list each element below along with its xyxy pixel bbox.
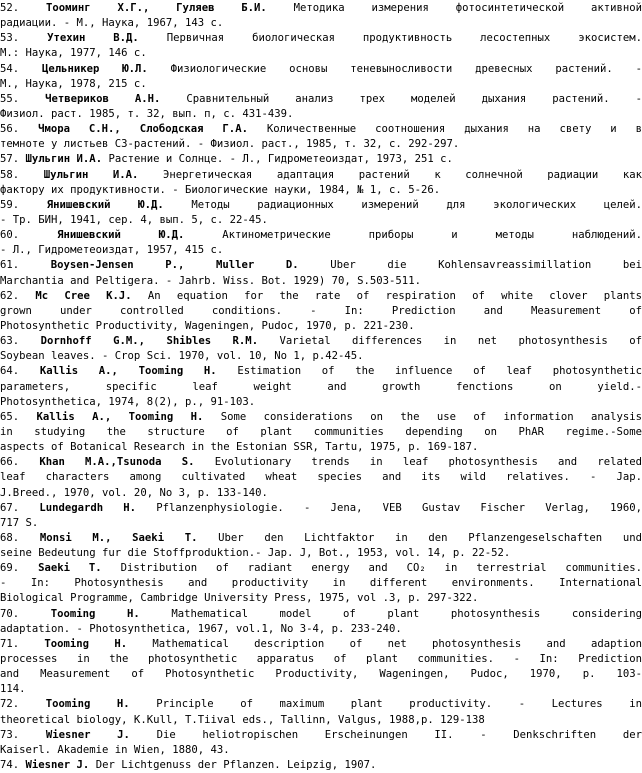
reference-authors: Kallis A., Tooming H. xyxy=(39,365,217,378)
reference-entry xyxy=(0,561,642,606)
reference-authors: Saeki T. xyxy=(38,562,102,575)
reference-text: An equation for the rate of respiration of white clover plants xyxy=(147,289,642,302)
reference-text: and Measurement of Photosynthetic Productivity, Wageningen, Pudoc, 1970, p. 103- xyxy=(0,668,642,681)
reference-text: parameters, specific leaf weight and growth fenctions on yield.- xyxy=(0,380,642,393)
reference-text: 717 S. xyxy=(0,516,39,529)
reference-entry xyxy=(0,728,642,758)
reference-entry xyxy=(0,637,642,698)
reference-text: grown under controlled conditions. - In: Prediction and Measurement of xyxy=(0,304,642,317)
reference-text: Физиол. раст. 1985, т. 32, вып. п, с. 431-439. xyxy=(0,107,294,120)
reference-continuation-line xyxy=(0,622,642,637)
reference-authors: Mc Cree K.J. xyxy=(35,289,132,302)
reference-text: Mathematical model of plant photosynthesis considering xyxy=(171,607,642,620)
reference-authors: Tooming H. xyxy=(50,607,140,620)
reference-first-line xyxy=(0,758,642,773)
reference-authors: Wiesner J. xyxy=(25,759,90,772)
reference-number: 65. xyxy=(0,410,20,423)
reference-continuation-line xyxy=(0,652,642,667)
reference-number: 52. xyxy=(0,2,20,14)
reference-text: Photosynthetic Productivity, Wageningen, Pudoc, 1970, p. 221-230. xyxy=(0,319,415,332)
reference-text: Estimation of the influence of leaf photosynthetic xyxy=(237,365,642,378)
reference-authors: Kallis A., Tooming H. xyxy=(36,410,204,423)
reference-continuation-line xyxy=(0,304,642,319)
reference-text: Some considerations on the use of information analysis xyxy=(220,410,642,423)
reference-continuation-line xyxy=(0,46,642,61)
reference-continuation-line xyxy=(0,107,642,122)
reference-text: Marchantia and Peltigera. - Jahrb. Wiss. Bot. 1929) 70, S.503-511. xyxy=(0,274,421,287)
reference-continuation-line xyxy=(0,743,642,758)
reference-text: - Тр. БИН, 1941, сер. 4, вып. 5, с. 22-45. xyxy=(0,213,268,226)
reference-first-line xyxy=(0,168,642,183)
reference-text: М.: Наука, 1977, 146 с. xyxy=(0,47,147,60)
reference-text: Biological Programme, Cambridge University Press, 1975, vol .3, p. 297-322. xyxy=(0,592,479,605)
reference-entry xyxy=(0,62,642,92)
reference-continuation-line xyxy=(0,183,642,198)
reference-continuation-line xyxy=(0,470,642,485)
reference-entry xyxy=(0,607,642,637)
reference-first-line xyxy=(0,334,642,349)
reference-authors: Dornhoff G.M., Shibles R.M. xyxy=(40,335,259,348)
reference-text: Varietal differences in net photosynthesis of xyxy=(279,335,642,348)
reference-text: Методика измерения фотосинтетической активной xyxy=(293,2,642,14)
reference-first-line xyxy=(0,561,642,576)
reference-text: seine Bedeutung fur die Stoffproduktion.- Jap. J, Bot., 1953, vol. 14, p. 22-52. xyxy=(0,547,511,560)
reference-continuation-line xyxy=(0,546,642,561)
reference-entry xyxy=(0,455,642,500)
reference-text: leaf characters among cultivated wheat species and its wild relatives. - Jap. xyxy=(0,471,642,484)
reference-first-line xyxy=(0,607,642,622)
reference-continuation-line xyxy=(0,440,642,455)
reference-authors: Monsi M., Saeki T. xyxy=(39,531,198,544)
reference-entry xyxy=(0,758,642,773)
reference-entry xyxy=(0,122,642,152)
reference-authors: Чмора С.Н., Слободская Г.А. xyxy=(38,123,248,136)
reference-continuation-line xyxy=(0,486,642,501)
reference-continuation-line xyxy=(0,395,642,410)
reference-entry xyxy=(0,1,642,31)
reference-authors: Khan M.A.,Tsunoda S. xyxy=(39,456,195,469)
reference-continuation-line xyxy=(0,243,642,258)
reference-text: М., Наука, 1978, 215 с. xyxy=(0,77,147,90)
reference-authors: Тооминг Х.Г., Гуляев Б.И. xyxy=(45,2,267,14)
reference-continuation-line xyxy=(0,667,642,682)
reference-authors: Lundegardh H. xyxy=(39,501,137,514)
reference-first-line xyxy=(0,697,642,712)
reference-number: 53. xyxy=(0,32,20,45)
reference-entry xyxy=(0,531,642,561)
reference-text: Энергетическая адаптация растений к солнечной радиации как xyxy=(162,168,642,181)
reference-authors: Boysen-Jensen P., Muller D. xyxy=(50,259,299,272)
reference-text: Der Lichtgenuss der Pflanzen. Leipzig, 1907. xyxy=(95,759,377,772)
reference-number: 62. xyxy=(0,289,20,302)
reference-text: Актинометрические приборы и методы наблюдений. xyxy=(222,229,642,242)
reference-text: Физиологические основы теневыносливости древесных растений. - xyxy=(170,62,642,75)
reference-text: Soybean leaves. - Crop Sci. 1970, vol. 10, No 1, p.42-45. xyxy=(0,350,364,363)
reference-authors: Цельникер Ю.Л. xyxy=(41,62,148,75)
reference-number: 63. xyxy=(0,335,20,348)
reference-text: theoretical biology, K.Kull, T.Tiival eds., Tallinn, Valgus, 1988,p. 129-138 xyxy=(0,713,485,726)
reference-entry xyxy=(0,228,642,258)
reference-first-line xyxy=(0,531,642,546)
reference-number: 72. xyxy=(0,698,20,711)
reference-text: Uber den Lichtfaktor in den Pflanzengeselschaften und xyxy=(218,531,642,544)
reference-number: 74. xyxy=(0,759,20,772)
reference-continuation-line xyxy=(0,591,642,606)
reference-continuation-line xyxy=(0,16,642,31)
reference-text: фактору их продуктивности. - Биологические науки, 1984, № 1, с. 5-26. xyxy=(0,183,441,196)
reference-entry xyxy=(0,258,642,288)
reference-first-line xyxy=(0,228,642,243)
reference-continuation-line xyxy=(0,319,642,334)
reference-continuation-line xyxy=(0,713,642,728)
reference-authors: Tooming H. xyxy=(45,698,130,711)
reference-text: Photosynthetica, 1974, 8(2), p., 91-103. xyxy=(0,395,256,408)
reference-text: Количественные соотношения дыхания на свету и в xyxy=(266,123,642,136)
reference-first-line xyxy=(0,258,642,273)
reference-first-line xyxy=(0,152,642,167)
reference-first-line xyxy=(0,637,642,652)
reference-number: 54. xyxy=(0,62,20,75)
reference-number: 61. xyxy=(0,259,20,272)
reference-number: 67. xyxy=(0,501,20,514)
reference-text: Первичная биологическая продуктивность лесостепных экосистем. xyxy=(166,32,642,45)
reference-text: in studying the structure of plant communities depending on PhAR regime.-Some xyxy=(0,425,642,438)
reference-text: радиации. - М., Наука, 1967, 143 с. xyxy=(0,17,224,30)
reference-text: Сравнительный анализ трех моделей дыхания растений. - xyxy=(186,92,642,105)
reference-number: 64. xyxy=(0,365,20,378)
reference-continuation-line xyxy=(0,213,642,228)
reference-entry xyxy=(0,501,642,531)
reference-continuation-line xyxy=(0,137,642,152)
reference-text: 114. xyxy=(0,683,26,696)
reference-first-line xyxy=(0,31,642,46)
reference-number: 55. xyxy=(0,92,20,105)
reference-first-line xyxy=(0,1,642,16)
reference-entry xyxy=(0,410,642,455)
reference-first-line xyxy=(0,289,642,304)
reference-number: 73. xyxy=(0,728,20,741)
reference-continuation-line xyxy=(0,576,642,591)
reference-continuation-line xyxy=(0,380,642,395)
reference-authors: Янишевский Ю.Д. xyxy=(46,198,164,211)
reference-entry xyxy=(0,152,642,167)
reference-number: 56. xyxy=(0,123,20,136)
reference-text: - In: Photosynthesis and productivity in different environments. International xyxy=(0,577,642,590)
reference-text: Distribution of radiant energy and CO₂ in terrestrial communities. xyxy=(120,562,642,575)
reference-text: Evolutionary trends in leaf photosynthesis and related xyxy=(214,456,642,469)
reference-authors: Шульгин И.А. xyxy=(25,153,103,166)
reference-entry xyxy=(0,334,642,364)
reference-first-line xyxy=(0,62,642,77)
reference-text: J.Breed., 1970, vol. 20, No 3, p. 133-140. xyxy=(0,486,268,499)
reference-authors: Tooming H. xyxy=(44,637,128,650)
reference-number: 60. xyxy=(0,229,20,242)
reference-authors: Утехин В.Д. xyxy=(47,32,139,45)
reference-text: Методы радиационных измерений для экологических целей. xyxy=(191,198,642,211)
reference-continuation-line xyxy=(0,349,642,364)
reference-text: - Л., Гидрометеоиздат, 1957, 415 с. xyxy=(0,244,224,257)
reference-text: Растение и Солнце. - Л., Гидрометеоиздат, 1973, 251 с. xyxy=(108,153,453,166)
reference-authors: Янишевский Ю.Д. xyxy=(57,229,185,242)
reference-text: Principle of maximum plant productivity. - Lectures in xyxy=(156,698,642,711)
reference-text: processes in the photosynthetic apparatus of plant communities. - In: Prediction xyxy=(0,653,642,666)
reference-number: 58. xyxy=(0,168,20,181)
reference-first-line xyxy=(0,501,642,516)
reference-number: 68. xyxy=(0,531,20,544)
reference-authors: Шульгин И.А. xyxy=(43,168,139,181)
reference-continuation-line xyxy=(0,425,642,440)
reference-number: 59. xyxy=(0,198,20,211)
reference-text: Uber die Kohlensavreassimillation bei xyxy=(330,259,642,272)
reference-continuation-line xyxy=(0,77,642,92)
reference-entry xyxy=(0,92,642,122)
reference-number: 69. xyxy=(0,562,20,575)
reference-number: 66. xyxy=(0,456,20,469)
reference-continuation-line xyxy=(0,682,642,697)
reference-authors: Wiesner J. xyxy=(45,728,130,741)
reference-continuation-line xyxy=(0,274,642,289)
reference-first-line xyxy=(0,122,642,137)
reference-text: Kaiserl. Akademie in Wien, 1880, 43. xyxy=(0,743,230,756)
reference-entry xyxy=(0,289,642,334)
reference-text: темноте у листьев С3-растений. - Физиол. раст., 1985, т. 32, с. 292-297. xyxy=(0,138,460,151)
reference-entry xyxy=(0,697,642,727)
reference-entry xyxy=(0,198,642,228)
reference-number: 71. xyxy=(0,637,20,650)
reference-text: Pflanzenphysiologie. - Jena, VEB Gustav Fischer Verlag, 1960, xyxy=(156,501,642,514)
reference-first-line xyxy=(0,92,642,107)
reference-text: Die heliotropischen Erscheinungen II. - Denkschriften der xyxy=(156,728,642,741)
reference-entry xyxy=(0,168,642,198)
reference-number: 57. xyxy=(0,153,20,166)
reference-text: Mathematical description of net photosynthesis and adaption xyxy=(152,637,642,650)
reference-first-line xyxy=(0,728,642,743)
reference-number: 70. xyxy=(0,607,20,620)
reference-authors: Четвериков А.Н. xyxy=(45,92,161,105)
reference-first-line xyxy=(0,198,642,213)
reference-continuation-line xyxy=(0,516,642,531)
reference-entry xyxy=(0,31,642,61)
reference-text: aspects of Botanical Research in the Estonian SSR, Tartu, 1975, p. 169-187. xyxy=(0,441,479,454)
reference-first-line xyxy=(0,364,642,379)
reference-first-line xyxy=(0,410,642,425)
reference-first-line xyxy=(0,455,642,470)
reference-entry xyxy=(0,364,642,409)
reference-text: adaptation. - Photosynthetica, 1967, vol.1, No 3-4, p. 233-240. xyxy=(0,622,402,635)
